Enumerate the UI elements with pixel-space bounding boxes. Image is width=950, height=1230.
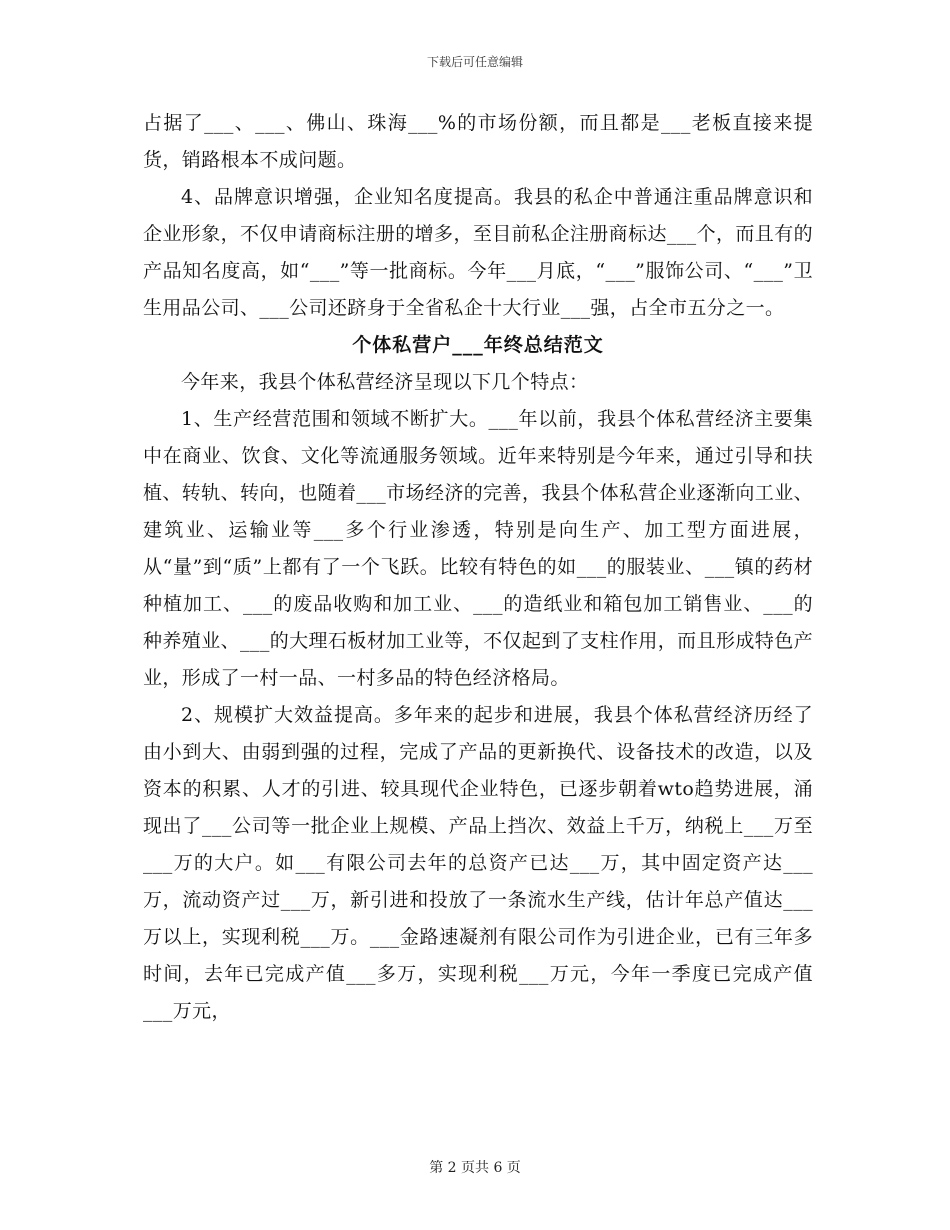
paragraph-scope-expansion: 1、生产经营范围和领域不断扩大。___年以前，我县个体私营经济主要集中在商业、饮食、文化等流通服务领域。近年来特别是今年来，通过引导和扶植、转轨、转向，也随着___市场经济的完善，我县个体私营企业逐渐向工业、建筑业、运输业等___多个行业渗透，特别是向生产、加工型方面进展，从“量”到“质”上都有了一个飞跃。比较有特色的如___的服装业、___镇的药材种植加工、___的废品收购和加工业、___的造纸业和箱包加工销售业、___的种养殖业、___的大理石板材加工业等，不仅起到了支柱作用，而且形成特色产业，形成了一村一品、一村多品的特色经济格局。 bbox=[143, 408, 813, 689]
document-body bbox=[143, 105, 813, 1030]
page-header: 下载后可任意编辑 bbox=[426, 55, 523, 69]
paragraph-continuation: 占据了___、___、佛山、珠海___%的市场份额，而且都是___老板直接来提货，销路根本不成问题。 bbox=[143, 112, 813, 171]
page-number: 第 2 页共 6 页 bbox=[429, 1160, 521, 1176]
paragraph-scale-growth: 2、规模扩大效益提高。多年来的起步和进展，我县个体私营经济历经了由小到大、由弱到强的过程，完成了产品的更新换代、设备技术的改造，以及资本的积累、人才的引进、较具现代企业特色，已逐步朝着wto趋势进展，涌现出了___公司等一批企业上规模、产品上挡次、效益上千万，纳税上___万至___万的大户。如___有限公司去年的总资产已达___万，其中固定资产达___万，流动资产过___万，新引进和投放了一条流水生产线，估计年总产值达___万以上，实现利税___万。___金路速凝剂有限公司作为引进企业，已有三年多时间，去年已完成产值___多万，实现利税___万元，今年一季度已完成产值___万元， bbox=[143, 704, 813, 1022]
paragraph-intro: 今年来，我县个体私营经济呈现以下几个特点： bbox=[181, 371, 589, 393]
section-title: 个体私营户___年终总结范文 bbox=[352, 334, 604, 356]
paragraph-brand-awareness: 4、品牌意识增强，企业知名度提高。我县的私企中普通注重品牌意识和企业形象，不仅申请商标注册的增多，至目前私企注册商标达___个，而且有的产品知名度高，如“___”等一批商标。今年___月底，“___”服饰公司、“___”卫生用品公司、___公司还跻身于全省私企十大行业___强，占全市五分之一。 bbox=[143, 186, 813, 319]
